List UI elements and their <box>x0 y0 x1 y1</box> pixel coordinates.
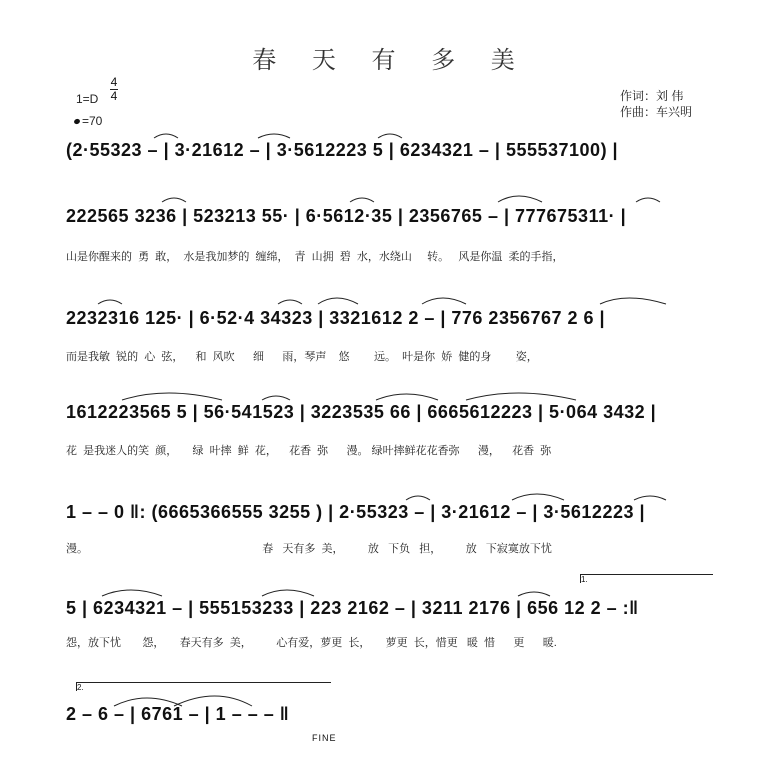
slur-marks <box>66 192 716 206</box>
jianpu-notes: (2·55323 – | 3·21612 – | 3·5612223 5 | 6234321 – | 555537100) | <box>66 140 619 160</box>
lyrics-line: 漫。 春 天有多 美， 放 下负 担， 放 下寂寞放下忧 <box>66 543 552 555</box>
jianpu-notes: 1 – – 0 ‖: (6665366555 3255 ) | 2·55323 – | 3·21612 – | 3·5612223 | <box>66 502 646 522</box>
staff-row-1 <box>66 128 716 168</box>
tempo-value: =70 <box>82 114 103 128</box>
lyrics-line: 怨，放下忧 怨， 春天有多 美， 心有爱，萝更 长， 萝更 长，惜更 暖 惜 更 暖. <box>66 637 557 649</box>
time-signature <box>110 76 118 103</box>
staff-row-4 <box>66 390 716 460</box>
lyricist: 作词：刘 伟 <box>620 89 684 103</box>
song-title: 春 天 有 多 美 <box>252 46 529 74</box>
lyrics-line: 山是你醒来的 勇 敢， 水是我加梦的 缠绵， 青 山拥 碧 水，水绕山 转。 风是你温 柔的手指， <box>66 251 564 263</box>
jianpu-notes: 2 – 6 – | 6761 – | 1 – – – ‖ <box>66 704 290 724</box>
lyrics-line: 花 是我迷人的笑 颜， 绿 叶摔 鲜 花， 花香 弥 漫。 绿叶摔鲜花花香弥 漫， 花香 弥 <box>66 445 552 457</box>
staff-row-2 <box>66 196 716 266</box>
jianpu-notes: 2232316 125· | 6·52·4 34323 | 3321612 2 – | 776 2356767 2 6 | <box>66 308 606 328</box>
time-signature-bottom: 4 <box>110 89 118 103</box>
lyrics-line: 而是我敏 锐的 心 弦， 和 风吹 细 雨，琴声 悠 远。 叶是你 娇 健的身 姿， <box>66 351 538 363</box>
key-signature: 1=D <box>76 92 99 106</box>
second-ending-label: 2. <box>77 683 84 692</box>
first-ending-bracket <box>580 574 713 583</box>
staff-row-5 <box>66 492 716 562</box>
fine-marking: FINE <box>312 733 337 743</box>
tempo-marking <box>74 114 102 128</box>
credits <box>620 88 692 120</box>
second-ending-bracket <box>76 682 331 691</box>
slur-marks <box>66 294 716 308</box>
composer: 作曲：车兴明 <box>620 105 693 119</box>
staff-row-6 <box>66 588 716 658</box>
staff-row-3 <box>66 296 716 366</box>
quarter-note-icon <box>73 118 80 125</box>
staff-row-7 <box>66 694 716 734</box>
first-ending-label: 1. <box>581 575 588 584</box>
jianpu-notes: 1612223565 5 | 56·541523 | 3223535 66 | 6665612223 | 5·064 3432 | <box>66 402 657 422</box>
jianpu-notes: 222565 3236 | 523213 55· | 6·5612·35 | 2356765 – | 777675311· | <box>66 206 627 226</box>
time-signature-top: 4 <box>110 75 118 89</box>
jianpu-notes: 5 | 6234321 – | 555153233 | 223 2162 – | 3211 2176 | 656 12 2 – :‖ <box>66 598 639 618</box>
